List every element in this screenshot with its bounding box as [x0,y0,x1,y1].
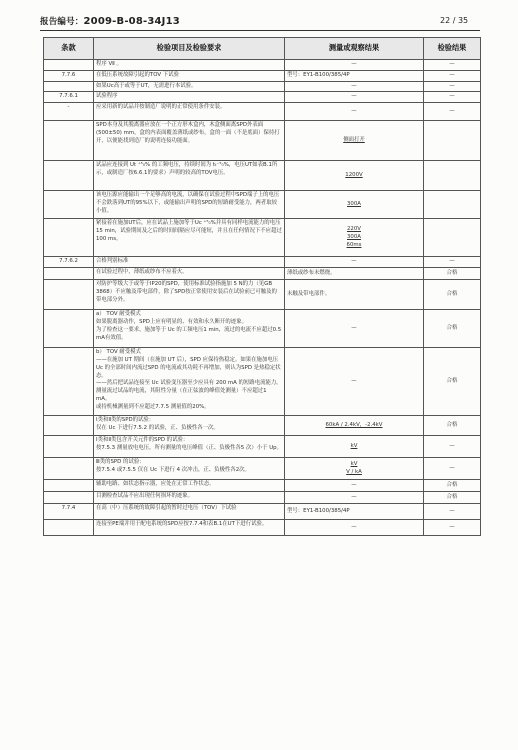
row-verdict: 合格 [424,416,481,436]
column-header-clause: 条款 [44,38,94,60]
table-row [44,348,481,416]
row-requirement: SPD本身及其脱离器应放在一个正方形木盒内，木盒侧面离SPD外表面(500±50) mm，盒的内表面覆盖薄纸或纱布，盒的一面（不是底面）保持打开，以便能找到造厂的说明连接功能面。 [94,121,285,161]
measurement-value: V / kA [346,468,362,475]
row-clause [44,416,94,436]
row-clause [44,191,94,219]
measurement-value: 未触及带电部件。 [287,290,331,297]
measurement-value: kV [350,460,358,467]
measurement-value: 侧面打开 [343,136,365,143]
table-row [44,520,481,536]
row-requirement: 辅助电路、如状态指示器，应处在正常工作状态。 [94,480,285,492]
row-measurement [285,458,424,480]
table-row [44,219,481,257]
measurement-value: 薄纸或纱布未燃烧。 [287,269,336,276]
table-row [44,480,481,492]
row-measurement [285,268,424,280]
row-clause [44,60,94,71]
row-requirement: 连接至PE端并用于配电系统的SPD应按7.7.4和表B.1在UT下进行试验。 [94,520,285,536]
row-requirement: Ⅰ类和Ⅱ类包含开关元件的SPD 的试验： 按7.5.3 测量放电电压，所有测量的电压峰值（正、负极性各5 次）小于 Up。 [94,436,285,458]
row-clause [44,81,94,92]
row-measurement [285,70,424,81]
measurement-value: — [351,493,357,500]
row-measurement [285,436,424,458]
row-clause: 7.7.6.1 [44,92,94,103]
header-rule [40,30,480,31]
table-row [44,280,481,310]
measurement-value: 220V [347,226,361,233]
row-measurement [285,92,424,103]
row-measurement [285,121,424,161]
report-number-value: 2009-B-08-34J13 [83,16,180,27]
row-requirement: Ⅰ类和Ⅱ类的SPD的试验： 仅在 Uc 下进行7.5.2 的试验，正、负极性各一次。 [94,416,285,436]
row-requirement: a） TOV 耐受模式 如果脱离器动作，SPD上应有明显的、有效和永久断开的迹象。 为了检查这一要求，施加等于 Uc 的工频电压1 min，流过的电流不应超过0.5 mA有效值。 [94,310,285,348]
row-verdict: — [424,81,481,92]
measurement-value: kV [350,442,358,449]
row-requirement: 如果Uc高于或等于UT，无需进行本试验。 [94,81,285,92]
row-clause: 7.7.4 [44,504,94,520]
row-measurement [285,280,424,310]
inspection-table [43,37,481,536]
table-row [44,70,481,81]
row-requirement: 合格判别标准 [94,257,285,268]
row-measurement [285,492,424,504]
table-row [44,504,481,520]
row-requirement: 紧接着在施加UT后，应在试品上施加等于Uc ⁺⁵₀%并具有同样电流能力的电压15 min，试验期间及之后的时间间隔应尽可能短，并且在任何情况下不应超过100 ms。 [94,219,285,257]
table-row [44,121,481,161]
row-clause: 7.7.6.2 [44,257,94,268]
row-measurement [285,310,424,348]
row-clause [44,348,94,416]
row-measurement [285,219,424,257]
row-measurement [285,103,424,121]
row-requirement: 试品应连接到 Ut ⁺⁵₀% 的工频电压，持续时间为 tₜ⁻⁵₀%，电压UT如表B.1所示，或制造厂按6.6.1的要求）声明的较高的TOV电压。 [94,161,285,191]
column-header-verdict: 检验结果 [424,38,481,60]
row-verdict: 合格 [424,280,481,310]
table-row [44,60,481,71]
report-number [40,15,180,27]
page-number: 22 / 35 [440,16,469,25]
row-measurement [285,257,424,268]
table-row [44,268,481,280]
row-clause [44,480,94,492]
table-body [44,60,481,536]
row-requirement: 对防护等级大于或等于IP20的SPD，使用标准试验指施加 5 N的力（见GB 3868）不应触及带电部件，除了SPD按正常使用安装后在试验前已可触及的带电部分外。 [94,280,285,310]
row-clause [44,280,94,310]
row-verdict: 合格 [424,348,481,416]
row-clause [44,161,94,191]
report-number-label: 报告编号： [40,17,84,27]
measurement-value: — [351,107,357,114]
row-requirement: 在试验过程中，薄纸或纱布不应着火。 [94,268,285,280]
row-clause [44,492,94,504]
row-clause: 7.7.6 [44,70,94,81]
row-measurement [285,191,424,219]
row-verdict: — [424,103,481,121]
row-verdict: — [424,70,481,81]
measurement-value: — [351,82,357,89]
row-verdict: 合格 [424,268,481,280]
row-measurement [285,520,424,536]
row-verdict: — [424,504,481,520]
row-clause [44,121,94,161]
row-verdict: 合格 [424,310,481,348]
row-measurement [285,81,424,92]
measurement-value: 60kA / 2.4kV，-2.4kV [325,421,383,428]
measurement-value: 型号：EY1-B100/385/4P [287,71,350,78]
row-verdict: — [424,60,481,71]
row-verdict: 合格 [424,492,481,504]
row-measurement [285,348,424,416]
table-row [44,92,481,103]
table-row [44,458,481,480]
measurement-value: — [351,523,357,530]
row-verdict [424,161,481,191]
measurement-value: — [351,61,357,67]
table-row [44,103,481,121]
row-measurement [285,504,424,520]
row-requirement: 该电压源应能输出一个足够高的电流，以确保在试验过程中SPD端子上的电压不会跌落到UT的95%以下，或能输出声明的SPD的短路耐受能力，两者取较小值。 [94,191,285,219]
row-measurement [285,60,424,71]
row-requirement: 试验程序 [94,92,285,103]
row-requirement: b） TOV 耐受模式 ——在施加 UT 期间（在施加 UT 后），SPD 应保持热稳定。如果在施加电压 Uc 的全部时间内流过SPD 的电流或其功耗不再增加，则认为SPD 是热稳定状态。 ——然后把试品连接至 Uc 试验变压器至少应具有 200 mA 的短路电流能力。 测量流过试品的电流，其阻性分量（在正弦波的峰值处测量）不应超过1 mA。 或持机械测量到不应超过7.7.5 测量值的20%。 [94,348,285,416]
row-verdict: 合格 [424,480,481,492]
measurement-value: — [351,258,357,265]
row-requirement: Ⅲ类的SPD 的试验： 按7.5.4 或7.5.5 仅在 Uc 下进行 4 次冲击，正、负极性各2次。 [94,458,285,480]
row-requirement: 程序 VⅡ 。 [94,60,285,71]
table-row [44,416,481,436]
column-header-measurement: 测量或观察结果 [285,38,424,60]
row-verdict: — [424,436,481,458]
row-verdict [424,121,481,161]
table-row [44,436,481,458]
measurement-value: — [351,377,357,384]
row-clause [44,310,94,348]
column-header-item: 检验项目及检验要求 [94,38,285,60]
row-requirement: 目测检查试品不应出现任何损坏的迹象。 [94,492,285,504]
row-clause: - [44,103,94,121]
row-requirement: 在高（中）压系统的故障引起的暂时过电压（TOV）下试验 [94,504,285,520]
measurement-value: 型号：EY1-B100/385/4P [287,507,350,514]
measurement-value: — [351,481,357,488]
row-verdict [424,191,481,219]
table-row [44,161,481,191]
row-verdict: — [424,458,481,480]
row-clause [44,520,94,536]
row-measurement [285,416,424,436]
row-clause [44,458,94,480]
row-requirement: 应采用新的试品并按制造厂说明的正常使用条件安装。 [94,103,285,121]
measurement-value: 300A [347,233,361,240]
measurement-value: 300A [347,200,361,207]
measurement-value: — [351,93,357,100]
table-row [44,492,481,504]
table-header-row [44,38,481,60]
measurement-value: 1200V [345,171,363,178]
row-verdict: — [424,520,481,536]
table-row [44,81,481,92]
table-row [44,191,481,219]
table-row [44,310,481,348]
row-clause [44,436,94,458]
row-verdict: — [424,92,481,103]
row-requirement: 在低压系统故障引起的TOV 下试验 [94,70,285,81]
measurement-value: — [351,324,357,331]
row-verdict: — [424,257,481,268]
row-measurement [285,161,424,191]
measurement-value: 60ms [346,241,362,248]
row-clause [44,268,94,280]
row-verdict [424,219,481,257]
row-measurement [285,480,424,492]
table-row [44,257,481,268]
row-clause [44,219,94,257]
